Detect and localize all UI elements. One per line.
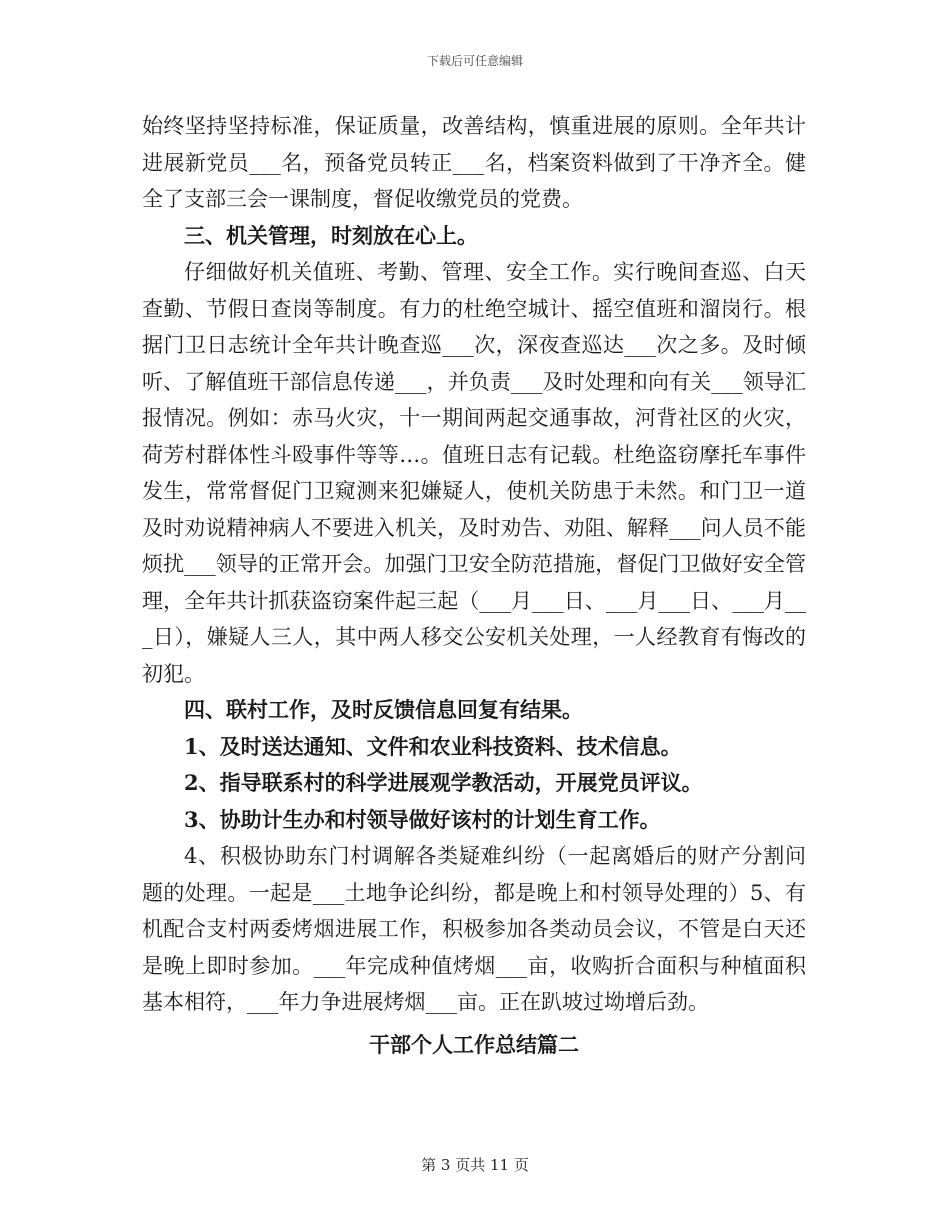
list-item-1: 1、及时送达通知、文件和农业科技资料、技术信息。: [184, 733, 682, 759]
paragraph-agency-management: 仔细做好机关值班、考勤、管理、安全工作。实行晚间查巡、白天查勤、节假日查岗等制度。有力的杜绝空城计、摇空值班和溜岗行。根据门卫日志统计全年共计晚查巡___次，深夜查巡达___次之多。及时倾听、了解值班干部信息传递___，并负责___及时处理和向有关___领导汇报情况。例如：赤马火灾，十一期间两起交通事故，河背社区的火灾，荷芳村群体性斗殴事件等等…。值班日志有记载。杜绝盗窃摩托车事件发生，常常督促门卫窥测来犯嫌疑人，使机关防患于未然。和门卫一道及时劝说精神病人不要进入机关，及时劝告、劝阻、解释___问人员不能烦扰___领导的正常开会。加强门卫安全防范措施，督促门卫做好安全管理，全年共计抓获盗窃案件起三起（___月___日、___月___日、___月___日），嫌疑人三人，其中两人移交公安机关处理，一人经教育有悔改的初犯。: [142, 260, 806, 686]
page-number: 第 3 页共 11 页: [421, 1156, 529, 1174]
list-item-3: 3、协助计生办和村领导做好该村的计划生育工作。: [184, 806, 661, 832]
document-body: [142, 108, 806, 1063]
section-title: 干部个人工作总结篇二: [369, 1031, 579, 1057]
list-item-2: 2、指导联系村的科学进展观学教活动，开展党员评议。: [184, 770, 703, 795]
page-header-note: 下载后可任意编辑: [426, 54, 523, 68]
heading-village-work: 四、联村工作，及时反馈信息回复有结果。: [184, 697, 583, 722]
heading-agency-management: 三、机关管理，时刻放在心上。: [184, 222, 478, 248]
paragraph-party-members: 始终坚持坚持标准，保证质量，改善结构，慎重进展的原则。全年共计进展新党员___名，预备党员转正___名，档案资料做到了干净齐全。健全了支部三会一课制度，督促收缴党员的党费。: [142, 114, 806, 211]
paragraph-village-disputes: 4、积极协助东门村调解各类疑难纠纷（一起离婚后的财产分割问题的处理。一起是___土地争论纠纷，都是晚上和村领导处理的）5、有机配合支村两委烤烟进展工作，积极参加各类动员会议，不管是白天还是晚上即时参加。___年完成种值烤烟___亩，收购折合面积与种植面积基本相符，___年力争进展烤烟___亩。正在趴坡过坳增后劲。: [142, 844, 806, 1014]
